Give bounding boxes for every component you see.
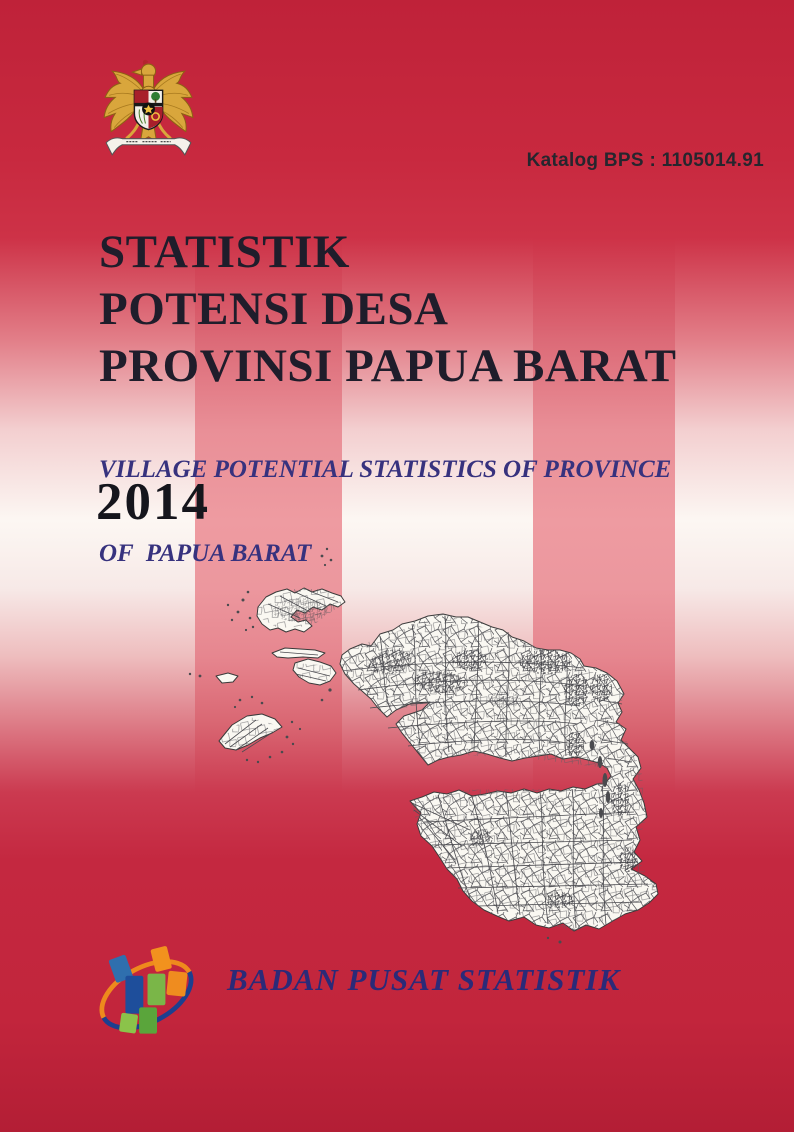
motto-banner [106,138,191,155]
catalog-number: Katalog BPS : 1105014.91 [526,150,764,171]
publication-year: 2014 [96,473,210,531]
bps-logo [97,940,197,1040]
title [99,224,759,395]
title-line-2: POTENSI DESA [99,283,449,335]
pancasila-shield [134,90,162,129]
island-kofiau [216,673,238,683]
publisher-name: BADAN PUSAT STATISTIK [227,962,621,997]
garuda-pancasila-emblem [100,57,197,176]
subtitle-line-2: OF PAPUA BARAT [99,540,312,567]
island-batanta [272,648,325,658]
title-line-3: PROVINSI PAPUA BARAT [99,340,677,392]
title-line-1: STATISTIK [99,226,350,278]
papua-barat-map [185,535,705,945]
subtitle-line-1: VILLAGE POTENTIAL STATISTICS OF PROVINCE [99,456,672,483]
bps-logo-bars [108,946,187,1034]
